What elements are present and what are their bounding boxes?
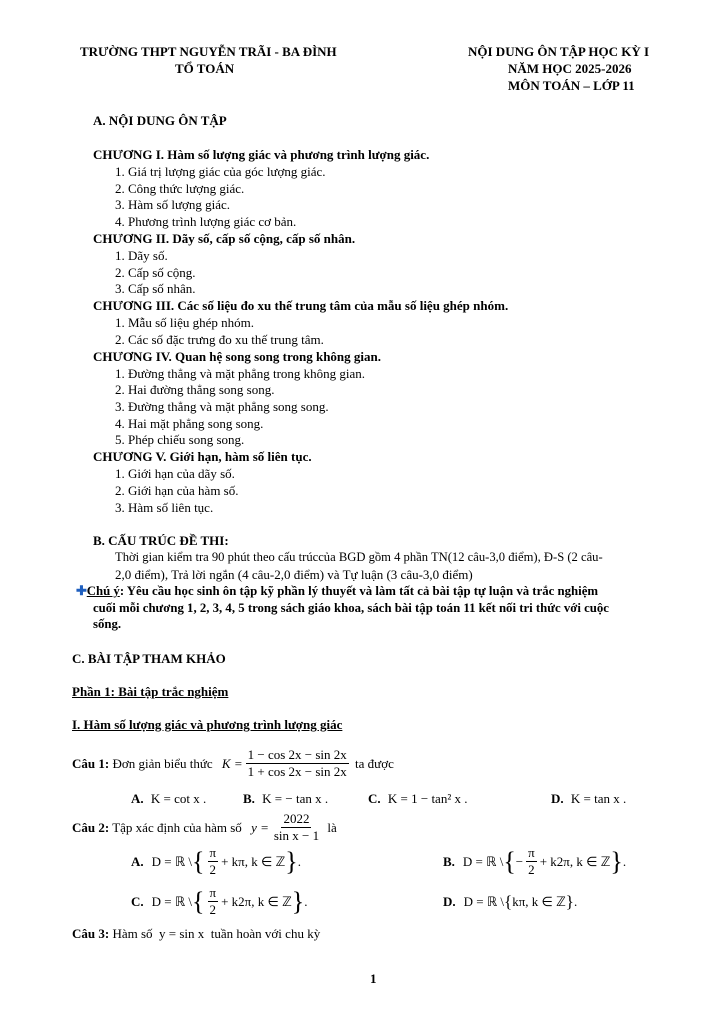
option-suffix: + kπ, k ∈ ℤ [221,853,286,869]
chapter-5-item: 3. Hàm số liên tục. [115,500,214,515]
question-label: Câu 1: [72,755,110,771]
chapter-2-item: 3. Cấp số nhân. [115,281,196,296]
chapter-5-item: 2. Giới hạn của hàm số. [115,483,239,498]
fraction-denominator: 2 [528,862,535,878]
exam-structure-line: 2,0 điểm), Trả lời ngắn (4 câu-2,0 điểm) và Tự luận (3 câu-3,0 điểm) [115,567,473,582]
question-text: Hàm số y = sin x tuần hoàn với chu kỳ [109,926,321,941]
section-c-title: C. BÀI TẬP THAM KHẢO [72,651,226,666]
document-title: NỘI DUNG ÔN TẬP HỌC KỲ I [468,44,650,59]
page-number: 1 [370,971,377,986]
question-1 [72,748,394,780]
fraction-denominator: 2 [209,902,217,918]
option-letter: C. [131,893,144,909]
left-brace-icon: { [504,892,513,911]
fraction-numerator: 2022 [281,812,311,828]
option-prefix: D = ℝ \ [462,853,504,869]
option-letter: D. [551,791,564,806]
chapter-3-item: 1. Mẫu số liệu ghép nhóm. [115,315,255,330]
question-text-end: ta được [351,755,394,771]
option-value: K = − tan x . [262,791,329,806]
chapter-2-item: 1. Dãy số. [115,248,168,263]
school-year: NĂM HỌC 2025-2026 [508,61,632,76]
fraction-denominator: 2 [209,862,217,878]
fraction [272,812,321,844]
right-brace-icon: } [285,846,298,876]
chapter-4-item: 1. Đường thẳng và mặt phẳng trong không gian. [115,366,366,381]
left-brace-icon: { [192,846,205,876]
exam-structure-line: Thời gian kiểm tra 90 phút theo cấu trúccủa BGD gồm 4 phần TN(12 câu-3,0 điểm), Đ-S (2 câu- [115,550,603,564]
left-brace-icon: { [192,886,205,916]
option-b: B. D = ℝ \ { − $\frac{\pi}{2}$ + k2π, k ∈ ℤ } . [443,845,627,878]
arrow-bullet-icon: ✚ [76,584,87,598]
fraction-numerator: π [526,846,537,862]
option-letter: A. [131,791,144,806]
option-a: A. D = ℝ \ { $\frac{\pi}{2}$ + kπ, k ∈ ℤ } . [131,845,301,878]
left-brace-icon: { [503,846,516,876]
option-prefix: D = ℝ \ [151,893,193,909]
option-prefix: D = ℝ \ [151,853,193,869]
topic-1-title: I. Hàm số lượng giác và phương trình lượng giác [72,717,343,732]
question-label: Câu 2: [72,819,110,835]
question-label: Câu 3: [72,926,110,941]
fraction [526,846,537,878]
question-2 [72,812,337,844]
option-suffix: kπ, k ∈ ℤ [512,893,566,909]
fraction-numerator: π [208,886,219,902]
question-text-end: là [324,819,337,835]
option-letter: B. [243,791,255,806]
question-3 [72,926,320,942]
option-c [368,791,467,807]
chapter-4-item: 3. Đường thẳng và mặt phẳng song song. [115,399,329,414]
note-line [76,584,598,600]
option-value: K = tan x . [570,791,627,806]
fraction-denominator: sin x − 1 [273,828,320,844]
right-brace-icon: } [610,846,623,876]
note-line: cuối mỗi chương 1, 2, 3, 4, 5 trong sách giáo khoa, sách bài tập toán 11 kết nối tri thức với cuộc [93,601,609,615]
chapter-3-title: CHƯƠNG III. Các số liệu đo xu thế trung tâm của mẫu số liệu ghép nhóm. [93,298,509,313]
option-value: K = cot x . [150,791,207,806]
chapter-2-item: 2. Cấp số cộng. [115,265,196,280]
chapter-4-title: CHƯƠNG IV. Quan hệ song song trong không gian. [93,349,382,364]
option-letter: B. [443,853,455,869]
minus-sign: − [515,853,524,869]
right-brace-icon: } [565,892,574,911]
part-1-title: Phần 1: Bài tập trắc nghiệm [72,684,229,699]
question-text: Tập xác định của hàm số [109,819,246,835]
chapter-1-item: 4. Phương trình lượng giác cơ bản. [115,214,297,229]
note-label: Chú ý [86,584,120,598]
chapter-5-title: CHƯƠNG V. Giới hạn, hàm số liên tục. [93,449,312,464]
chapter-4-item: 5. Phép chiếu song song. [115,432,245,447]
chapter-4-item: 2. Hai đường thẳng song song. [115,382,275,397]
department-name: TỔ TOÁN [175,61,235,76]
section-a-title: A. NỘI DUNG ÔN TẬP [93,113,227,128]
option-d [551,791,626,807]
fraction [246,748,349,780]
option-a [131,791,206,807]
option-suffix: + k2π, k ∈ ℤ [221,893,292,909]
chapter-1-title: CHƯƠNG I. Hàm số lượng giác và phương trình lượng giác. [93,147,430,162]
option-c: C. D = ℝ \ { $\frac{\pi}{2}$ + k2π, k ∈ ℤ } . [131,885,308,918]
section-b-title: B. CẤU TRÚC ĐỀ THI: [93,533,229,548]
formula-lhs: K = [221,755,243,771]
chapter-2-title: CHƯƠNG II. Dãy số, cấp số cộng, cấp số nhân. [93,231,356,246]
school-name: TRƯỜNG THPT NGUYỄN TRÃI - BA ĐÌNH [80,44,337,59]
fraction-numerator: 1 − cos 2x − sin 2x [246,748,349,764]
formula-lhs: y = [251,819,269,835]
chapter-4-item: 4. Hai mặt phẳng song song. [115,416,264,431]
chapter-3-item: 2. Các số đặc trưng đo xu thế trung tâm. [115,332,324,347]
chapter-1-item: 1. Giá trị lượng giác của góc lượng giác. [115,164,326,179]
fraction-numerator: π [208,846,219,862]
right-brace-icon: } [291,886,305,916]
option-b [243,791,328,807]
chapter-5-item: 1. Giới hạn của dãy số. [115,466,235,481]
fraction [208,886,219,918]
option-prefix: D = ℝ \ [463,893,505,909]
chapter-1-item: 2. Công thức lượng giác. [115,181,245,196]
fraction-denominator: 1 + cos 2x − sin 2x [247,764,347,780]
subject-grade: MÔN TOÁN – LỚP 11 [508,78,635,93]
chapter-1-item: 3. Hàm số lượng giác. [115,197,231,212]
question-text: Đơn giản biểu thức [109,755,216,771]
option-letter: C. [368,791,381,806]
option-d: D. D = ℝ \ { kπ, k ∈ ℤ } . [443,892,578,911]
note-line: sống. [93,617,122,631]
note-text: : Yêu cầu học sinh ôn tập kỹ phần lý thuyết và làm tất cả bài tập tự luận và trắc nghiệm [119,584,599,598]
option-value: K = 1 − tan² x . [387,791,468,806]
option-letter: A. [131,853,144,869]
fraction [208,846,219,878]
option-letter: D. [443,893,456,909]
option-suffix: + k2π, k ∈ ℤ [539,853,611,869]
